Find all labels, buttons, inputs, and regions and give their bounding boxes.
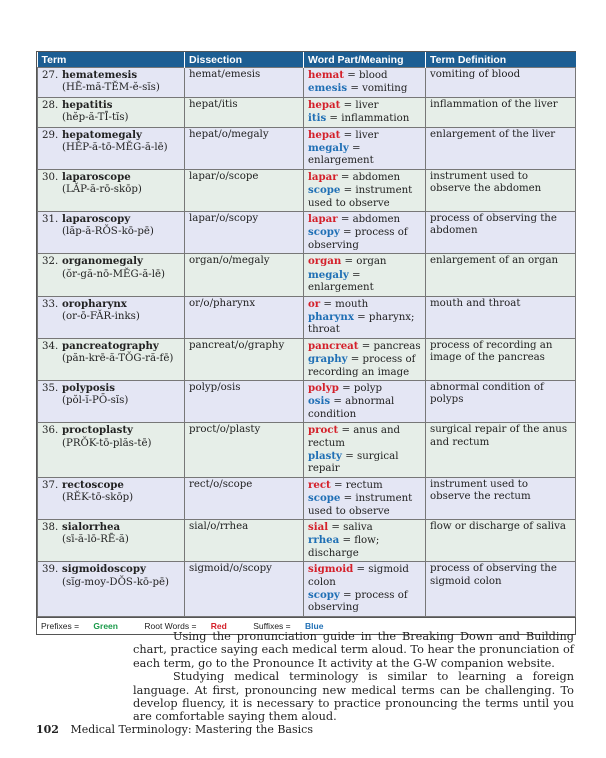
word-part-line — [308, 479, 421, 492]
legend-suffixes-label: Suffixes = — [253, 620, 293, 631]
word-part: hepat — [308, 128, 341, 141]
word-part-meaning: = flow; discharge — [308, 535, 380, 559]
word-part-meaning: = abdomen — [337, 171, 401, 183]
word-part-meaning: = enlargement — [308, 143, 374, 167]
page-number: 102 — [36, 723, 59, 736]
word-part-cell — [304, 212, 426, 254]
word-part: rrhea — [308, 534, 340, 547]
word-part: sial — [308, 521, 329, 533]
word-part-meaning: = rectum — [330, 479, 383, 491]
term-pronunciation: (or-ō-FĂR-inks) — [62, 310, 140, 322]
word-part-line — [308, 521, 421, 534]
word-part-meaning: = sigmoid colon — [308, 564, 409, 588]
word-part-meaning: = organ — [341, 256, 387, 268]
dissection-cell: sial/o/rrhea — [185, 520, 304, 562]
table-row — [38, 97, 576, 127]
definition-cell: enlargement of an organ — [426, 254, 576, 296]
term-cell — [38, 562, 185, 617]
paragraph-pronunciation: Using the pronunciation guide in the Breaking Down and Building chart, practice saying each medical term aloud. To hear the pronunciation of each term, go to the Pronounce It activity at the G-W companion website. — [133, 630, 574, 670]
word-part-meaning: = instrument used to observe — [308, 493, 413, 517]
term-number: 34. — [42, 340, 59, 352]
word-part-line — [308, 226, 421, 252]
term-number: 28. — [42, 99, 59, 111]
definition-cell: inflammation of the liver — [426, 97, 576, 127]
word-part-meaning: = process of recording an image — [308, 354, 416, 378]
word-part-line — [308, 340, 421, 353]
definition-cell: mouth and throat — [426, 296, 576, 338]
word-part: rect — [308, 478, 331, 491]
term-cell — [38, 127, 185, 169]
term-name: hematemesis — [62, 69, 138, 81]
definition-cell: surgical repair of the anus and rectum — [426, 423, 576, 478]
word-part-line — [308, 129, 421, 142]
term-pronunciation: (pŏl-ĭ-PŌ-sĭs) — [62, 395, 129, 407]
word-part: emesis — [308, 82, 348, 95]
table-row — [38, 520, 576, 562]
definition-cell: flow or discharge of saliva — [426, 520, 576, 562]
definition-cell: process of observing the sigmoid colon — [426, 562, 576, 617]
legend-prefixes-value: Green — [93, 620, 118, 631]
word-part-meaning: = instrument used to observe — [308, 185, 413, 209]
word-part-line — [308, 269, 421, 295]
legend-prefixes-label: Prefixes = — [41, 620, 82, 631]
word-part-meaning: = liver — [340, 99, 379, 111]
word-part-meaning: = liver — [340, 129, 379, 141]
word-part-meaning: = pancreas — [358, 340, 421, 352]
terms-table — [37, 52, 576, 617]
word-part-cell — [304, 127, 426, 169]
table-row — [38, 562, 576, 617]
table-header-row — [38, 52, 576, 68]
header-dissection: Dissection — [185, 52, 304, 68]
word-part-meaning: = vomiting — [347, 83, 408, 95]
word-part-line — [308, 534, 421, 560]
word-part: proct — [308, 424, 339, 437]
body-text — [133, 630, 574, 724]
word-part-line — [308, 382, 421, 395]
word-part-meaning: = polyp — [338, 382, 383, 394]
word-part-meaning: = mouth — [320, 298, 369, 310]
term-number: 37. — [42, 479, 59, 491]
word-part-meaning: = saliva — [328, 522, 373, 533]
word-part-cell — [304, 296, 426, 338]
legend-suffixes-value: Blue — [305, 620, 324, 631]
dissection-cell: pancreat/o/graphy — [185, 338, 304, 380]
term-pronunciation: (ŏr-gă-nō-MĔG-ă-lē) — [62, 268, 166, 280]
term-name: sialorrhea — [62, 521, 121, 533]
definition-cell: process of recording an image of the pancreas — [426, 338, 576, 380]
definition-cell: vomiting of blood — [426, 68, 576, 98]
term-cell — [38, 68, 185, 98]
word-part-meaning: = anus and rectum — [308, 425, 401, 449]
word-part-cell — [304, 380, 426, 422]
dissection-cell: organ/o/megaly — [185, 254, 304, 296]
word-part-line — [308, 563, 421, 589]
word-part-line — [308, 171, 421, 184]
table-row — [38, 477, 576, 519]
table-row — [38, 296, 576, 338]
word-part: graphy — [308, 353, 348, 366]
word-part-cell — [304, 562, 426, 617]
term-cell — [38, 423, 185, 478]
definition-cell: instrument used to observe the abdomen — [426, 169, 576, 211]
term-name: hepatitis — [62, 98, 113, 111]
word-part-cell — [304, 169, 426, 211]
table-row — [38, 254, 576, 296]
term-name: polyposis — [62, 381, 115, 394]
definition-cell: process of observing the abdomen — [426, 212, 576, 254]
word-part: sigmoid — [308, 563, 354, 576]
term-number: 35. — [42, 382, 59, 394]
word-part-meaning: = inflammation — [326, 113, 410, 125]
word-part-cell — [304, 520, 426, 562]
header-term: Term — [38, 52, 185, 68]
page-footer — [36, 723, 313, 736]
word-part: pancreat — [308, 339, 359, 352]
term-number: 36. — [42, 425, 59, 437]
paragraph-fluency: Studying medical terminology is similar to learning a foreign language. At first, pronouncing new medical terms can be challenging. To develop fluency, it is necessary to practice pronouncing the terms until you are comfortable saying them aloud. — [133, 670, 574, 724]
word-part-line — [308, 69, 421, 82]
word-part-line — [308, 311, 421, 337]
word-part-cell — [304, 338, 426, 380]
word-part-meaning: = surgical repair — [308, 450, 399, 475]
term-pronunciation: (PRŎK-tō-plăs-tē) — [62, 437, 152, 449]
word-part: hepat — [308, 98, 341, 111]
term-pronunciation: (sī-ă-lō-RĒ-ă) — [62, 534, 129, 546]
word-part: or — [308, 297, 321, 310]
word-part-line — [308, 142, 421, 168]
term-cell — [38, 520, 185, 562]
terms-table-container — [36, 51, 576, 635]
table-row — [38, 338, 576, 380]
term-cell — [38, 169, 185, 211]
term-cell — [38, 97, 185, 127]
term-number: 30. — [42, 171, 59, 183]
word-part: osis — [308, 395, 331, 408]
word-part: megaly — [308, 268, 349, 281]
term-cell — [38, 212, 185, 254]
word-part: lapar — [308, 170, 338, 183]
word-part-cell — [304, 68, 426, 98]
legend-roots-label: Root Words = — [144, 620, 199, 631]
word-part-line — [308, 450, 421, 476]
word-part: scopy — [308, 589, 340, 602]
term-pronunciation: (sĭg-moy-DŎS-kō-pē) — [62, 576, 170, 588]
term-cell — [38, 254, 185, 296]
word-part-cell — [304, 254, 426, 296]
dissection-cell: lapar/o/scopy — [185, 212, 304, 254]
term-name: pancreatography — [62, 339, 159, 352]
legend-prefixes — [41, 621, 130, 631]
dissection-cell: or/o/pharynx — [185, 296, 304, 338]
word-part-cell — [304, 477, 426, 519]
header-word-part: Word Part/Meaning — [304, 52, 426, 68]
word-part-line — [308, 82, 421, 95]
word-part: scope — [308, 184, 341, 197]
word-part-line — [308, 298, 421, 311]
term-number: 27. — [42, 70, 59, 81]
term-name: laparoscope — [62, 170, 131, 183]
term-pronunciation: (păn-krē-ă-TŎG-ră-fē) — [62, 353, 174, 365]
dissection-cell: hepat/itis — [185, 97, 304, 127]
word-part-line — [308, 395, 421, 421]
term-name: hepatomegaly — [62, 128, 142, 141]
dissection-cell: polyp/osis — [185, 380, 304, 422]
word-part: megaly — [308, 142, 349, 155]
table-body — [38, 68, 576, 617]
word-part-meaning: = abnormal condition — [308, 396, 395, 420]
term-cell — [38, 477, 185, 519]
word-part: scopy — [308, 226, 340, 239]
term-name: oropharynx — [62, 297, 127, 310]
book-title: Medical Terminology: Mastering the Basics — [70, 723, 313, 736]
legend-roots-value: Red — [210, 620, 227, 631]
dissection-cell: hemat/emesis — [185, 68, 304, 98]
word-part-line — [308, 99, 421, 112]
term-pronunciation: (RĔK-tō-skōp) — [62, 492, 134, 504]
term-cell — [38, 296, 185, 338]
term-name: rectoscope — [62, 478, 124, 491]
header-definition: Term Definition — [426, 52, 576, 68]
word-part: plasty — [308, 449, 342, 462]
table-row — [38, 380, 576, 422]
term-pronunciation: (HĔP-ă-tō-MĔG-ă-lē) — [62, 142, 168, 154]
word-part-line — [308, 589, 421, 615]
word-part-line — [308, 213, 421, 226]
dissection-cell: hepat/o/megaly — [185, 127, 304, 169]
term-number: 39. — [42, 564, 59, 576]
word-part: hemat — [308, 69, 344, 81]
word-part: pharynx — [308, 310, 354, 323]
word-part: polyp — [308, 381, 339, 394]
term-pronunciation: (hĕp-ă-TĪ-tĭs) — [62, 112, 129, 124]
word-part-line — [308, 112, 421, 125]
word-part: lapar — [308, 213, 338, 226]
word-part-cell — [304, 97, 426, 127]
word-part-line — [308, 492, 421, 518]
definition-cell: instrument used to observe the rectum — [426, 477, 576, 519]
word-part-line — [308, 255, 421, 268]
table-row — [38, 68, 576, 98]
term-cell — [38, 338, 185, 380]
word-part-line — [308, 184, 421, 210]
word-part-meaning: = blood — [343, 70, 388, 81]
term-pronunciation: (HĒ-mă-TĔM-ĕ-sĭs) — [62, 82, 160, 94]
table-row — [38, 212, 576, 254]
term-number: 38. — [42, 522, 59, 533]
term-number: 31. — [42, 214, 59, 226]
table-row — [38, 423, 576, 478]
term-number: 33. — [42, 298, 59, 310]
term-name: proctoplasty — [62, 424, 133, 437]
dissection-cell: rect/o/scope — [185, 477, 304, 519]
word-part-meaning: = pharynx; throat — [308, 311, 415, 336]
dissection-cell: proct/o/plasty — [185, 423, 304, 478]
term-name: organomegaly — [62, 255, 143, 268]
term-name: laparoscopy — [62, 213, 131, 226]
word-part: organ — [308, 255, 342, 268]
word-part: itis — [308, 112, 327, 125]
term-pronunciation: (lăp-ă-RŎS-kō-pē) — [62, 226, 154, 238]
definition-cell: enlargement of the liver — [426, 127, 576, 169]
word-part-cell — [304, 423, 426, 478]
definition-cell: abnormal condition of polyps — [426, 380, 576, 422]
term-name: sigmoidoscopy — [62, 563, 146, 576]
word-part-meaning: = process of observing — [308, 590, 408, 614]
word-part-line — [308, 353, 421, 379]
term-number: 32. — [42, 256, 59, 268]
term-number: 29. — [42, 129, 59, 141]
dissection-cell: sigmoid/o/scopy — [185, 562, 304, 617]
table-row — [38, 169, 576, 211]
word-part-line — [308, 424, 421, 450]
word-part-meaning: = abdomen — [337, 214, 401, 226]
word-part-meaning: = enlargement — [308, 269, 374, 294]
term-pronunciation: (LĂP-ă-rō-skōp) — [62, 184, 142, 196]
dissection-cell: lapar/o/scope — [185, 169, 304, 211]
table-row — [38, 127, 576, 169]
term-cell — [38, 380, 185, 422]
word-part-meaning: = process of observing — [308, 227, 408, 251]
word-part: scope — [308, 492, 341, 505]
